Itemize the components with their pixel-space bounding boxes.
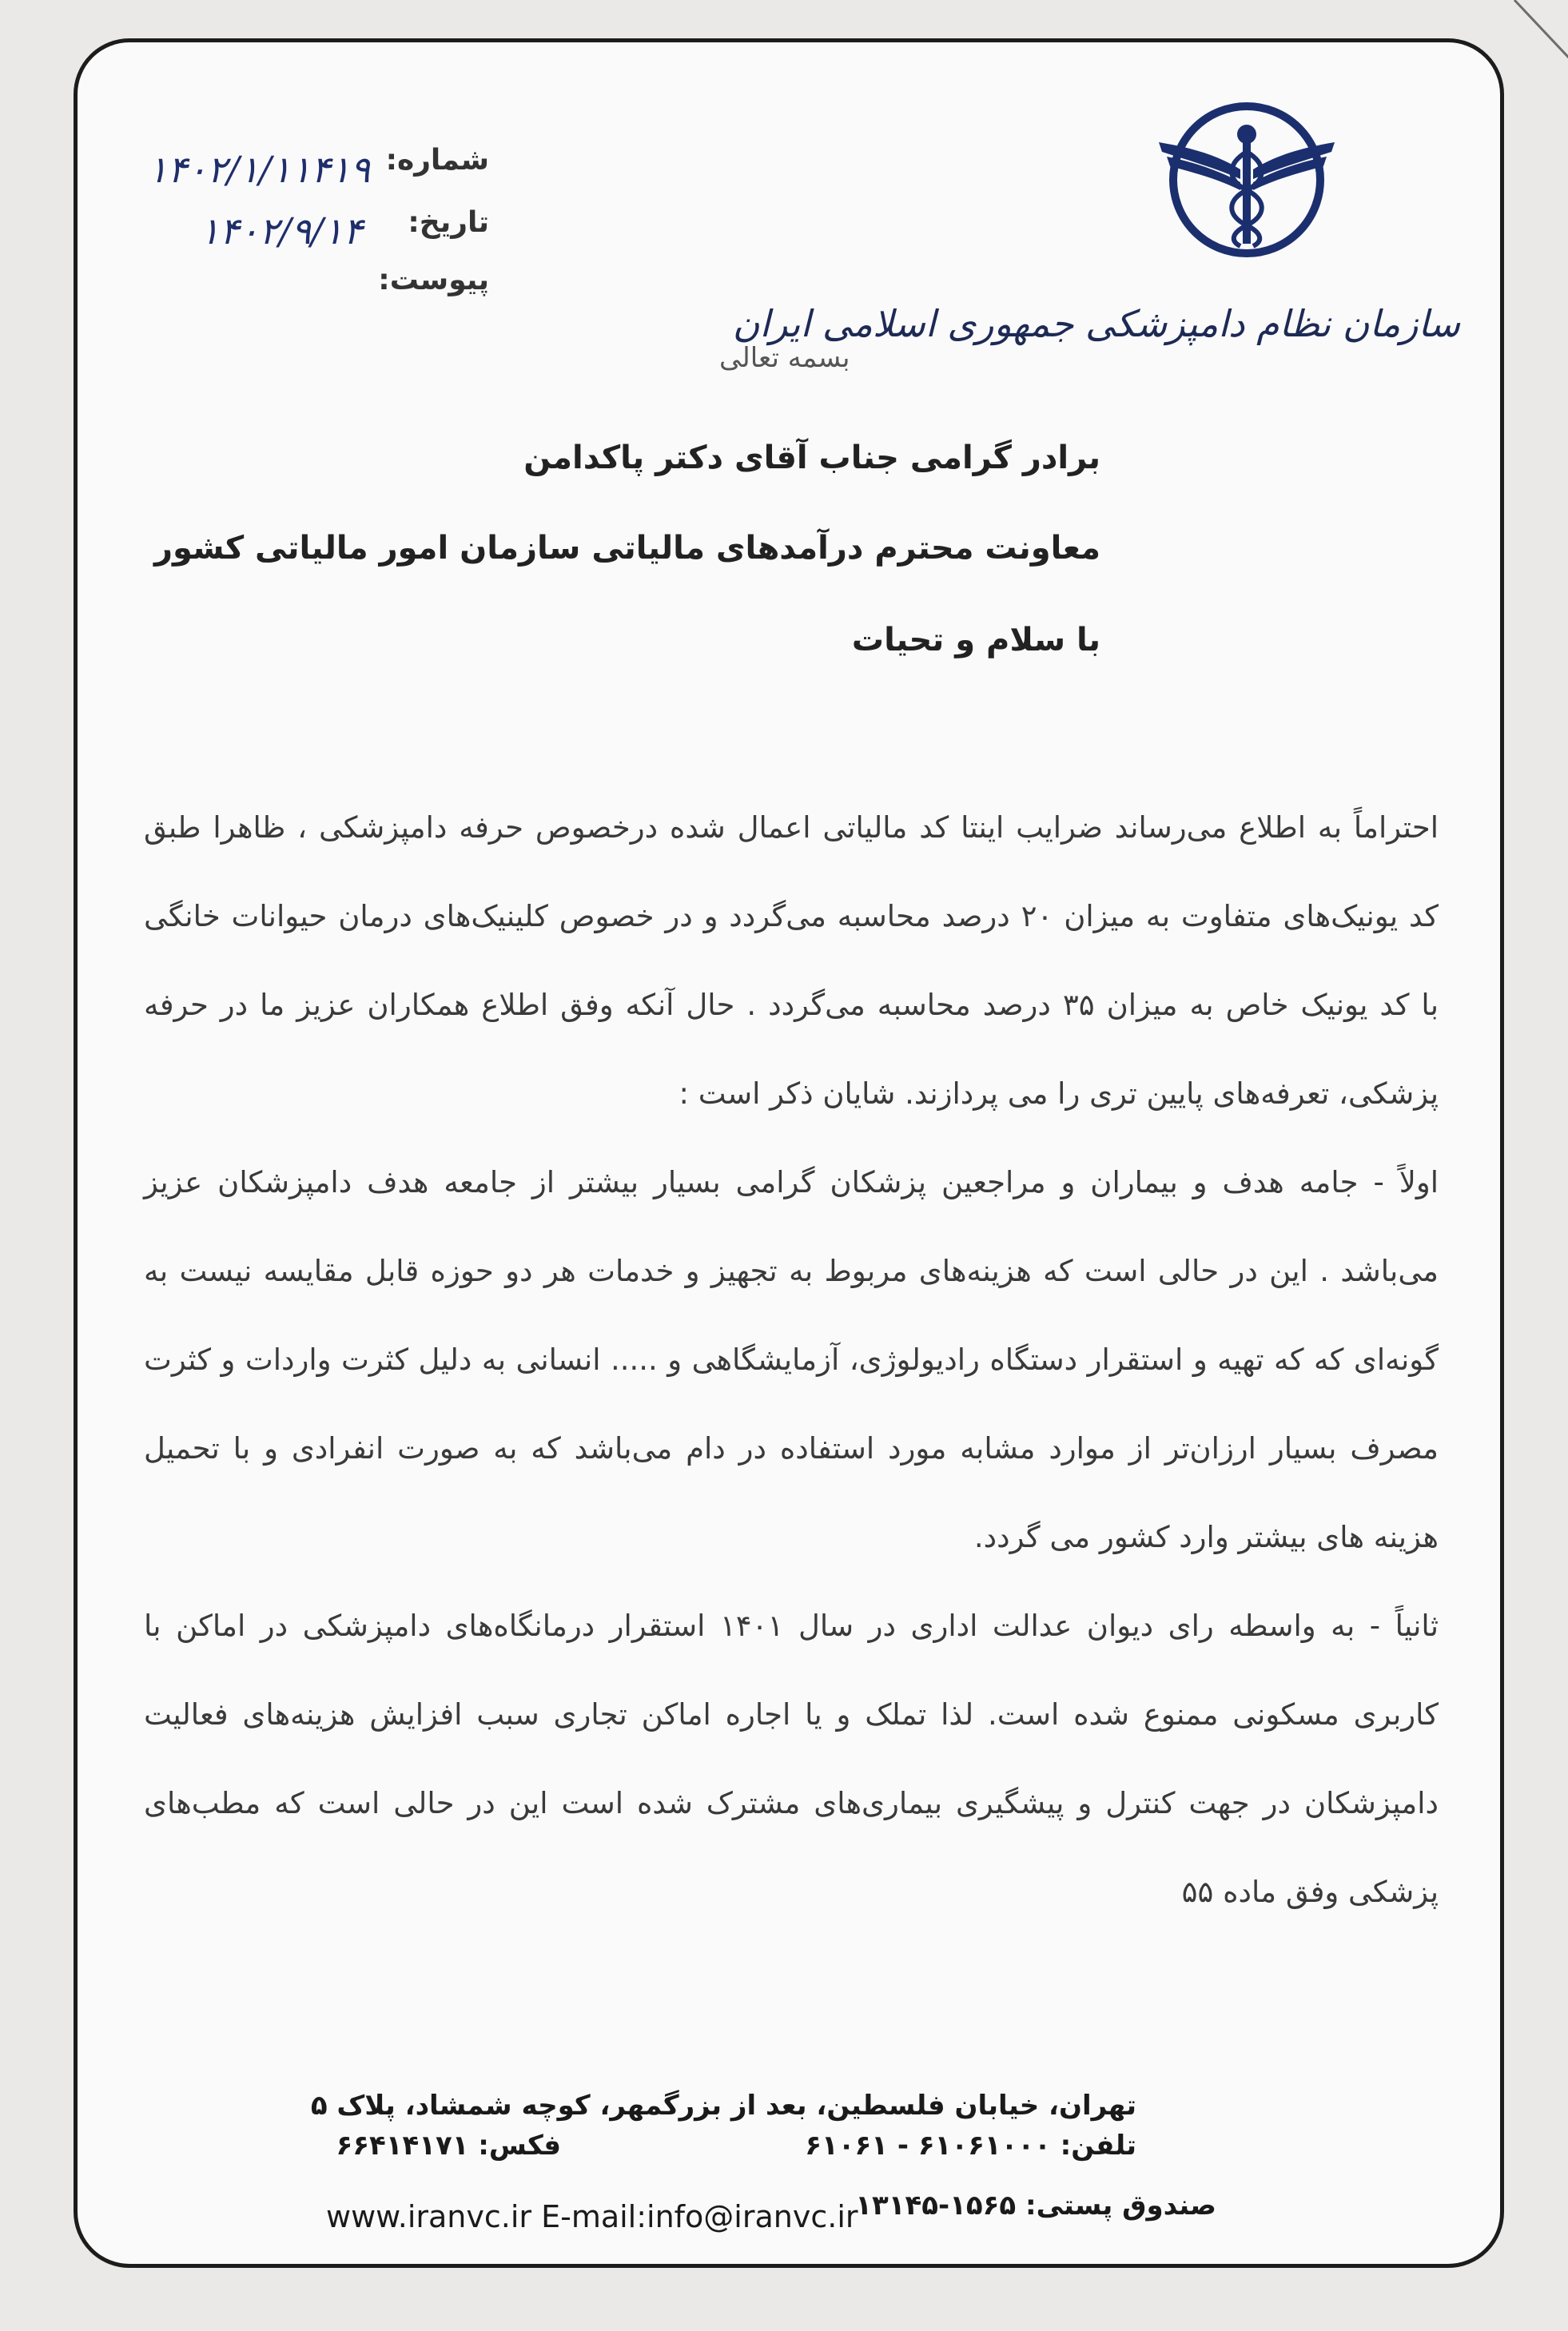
organization-name: سازمان نظام دامپزشکی جمهوری اسلامی ایران [732, 302, 1460, 345]
attachment-label: پیوست: [378, 264, 489, 296]
footer-pobox: صندوق پستی: ۱۵۶۵-۱۳۱۴۵ [855, 2190, 1216, 2222]
addressee-line-2: معاونت محترم درآمدهای مالیاتی سازمان امور مالیاتی کشور [154, 530, 1100, 567]
number-value-handwritten: ۱۴۰۲/۱/۱۱۴۱۹ [148, 148, 371, 191]
footer-fax: فکس: ۶۶۴۱۴۱۷۱ [336, 2130, 561, 2162]
body-paragraph-2: اولاً - جامه هدف و بیماران و مراجعین پزشکان گرامی بسیار بیشتر از جامعه هدف دامپزشکان عزیز می‌باشد . این در حالی است که هزینه‌های مربوط به تجهیز و خدمات هر دو حوزه قابل مقایسه نیست به گونه‌ای که که تهیه و استقرار دستگاه رادیولوژی، آزمایشگاهی و ..... انسانی به دلیل کثرت واردات و کثرت مصرف بسیار ارزان‌تر از موارد مشابه مورد استفاده در دام می‌باشد که به صورت انفرادی و با تحمیل هزینه های بیشتر وارد کشور می گردد. [144, 1165, 1439, 1554]
date-value-handwritten: ۱۴۰۲/۹/۱۴ [200, 209, 363, 253]
iranvc-logo-icon [1151, 96, 1343, 264]
date-label: تاریخ: [408, 206, 489, 239]
pen-edge-decoration [1498, 0, 1568, 80]
greeting: با سلام و تحیات [851, 622, 1100, 658]
footer-web-email: www.iranvc.ir E-mail:info@iranvc.ir [326, 2199, 858, 2234]
footer-address: تهران، خیابان فلسطین، بعد از بزرگمهر، کوچه شمشاد، پلاک ۵ [310, 2090, 1136, 2122]
body-paragraph-1: احتراماً به اطلاع می‌رساند ضرایب اینتا کد مالیاتی اعمال شده درخصوص حرفه دامپزشکی ، ظاهرا طبق کد یونیک‌های متفاوت به میزان ۲۰ درصد محاسبه می‌گردد و در خصوص کلینیک‌های درمان حیوانات خانگی با کد یونیک خاص به میزان ۳۵ درصد محاسبه می‌گردد . حال آنکه وفق اطلاع همکاران عزیز ما در حرفه پزشکی، تعرفه‌های پایین تری را می پردازند. شایان ذکر است : [144, 810, 1439, 1111]
letter-body [144, 783, 1439, 1936]
footer-phone: تلفن: ۶۱۰۶۱۰۰۰ - ۶۱۰۶۱ [805, 2130, 1136, 2162]
basmala: بسمه تعالی [719, 342, 850, 374]
number-label: شماره: [385, 144, 489, 177]
body-paragraph-3: ثانیاً - به واسطه رای دیوان عدالت اداری در سال ۱۴۰۱ استقرار درمانگاه‌های دامپزشکی در اماکن با کاربری مسکونی ممنوع شده است. لذا تملک و یا اجاره اماکن تجاری سبب افزایش هزینه‌های فعالیت دامپزشکان در جهت کنترل و پیشگیری بیماری‌های مشترک شده است این در حالی است که مطب‌های پزشکی وفق ماده ۵۵ [144, 1609, 1439, 1909]
addressee-line-1: برادر گرامی جناب آقای دکتر پاکدامن [523, 440, 1100, 476]
